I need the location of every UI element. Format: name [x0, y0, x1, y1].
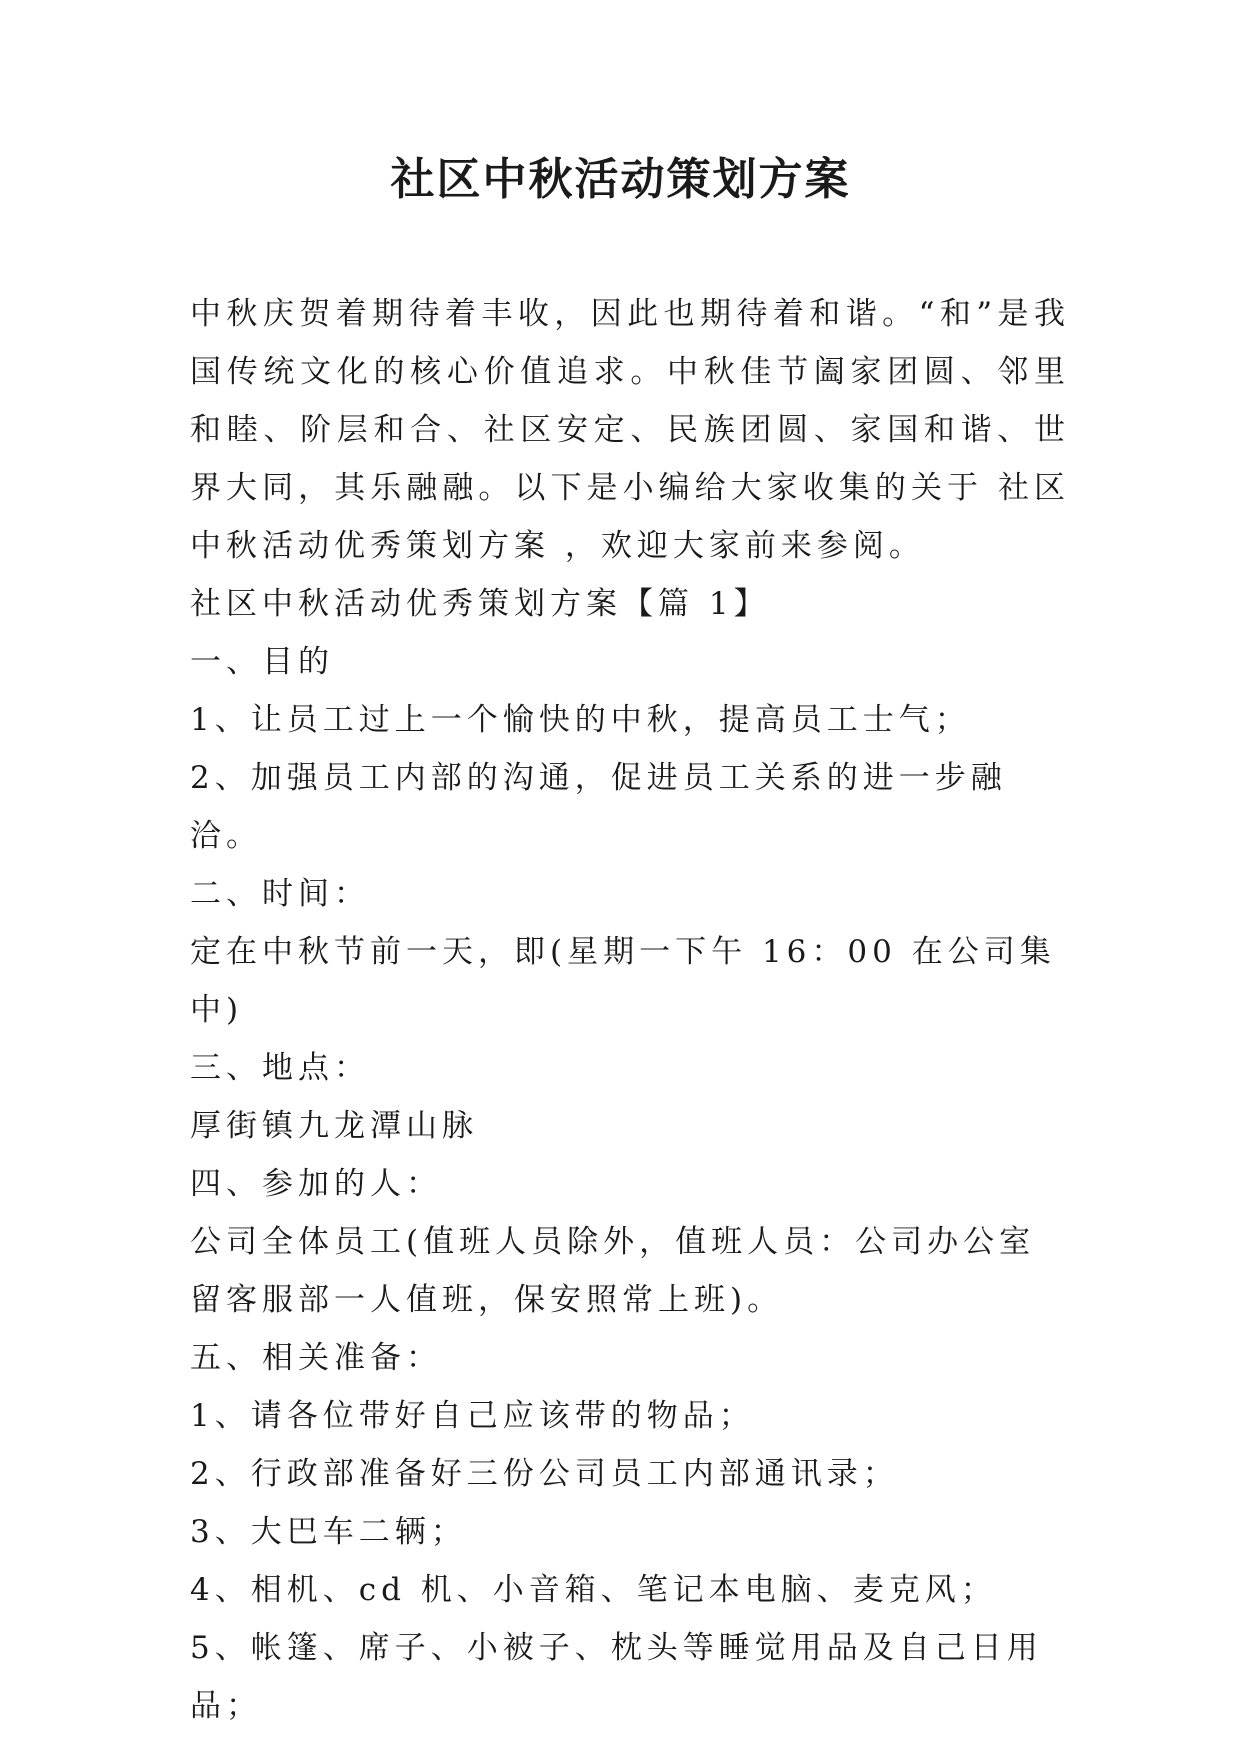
document-body [190, 285, 1070, 1735]
intro-paragraph: 中秋庆贺着期待着丰收，因此也期待着和谐。“和”是我国传统文化的核心价值追求。中秋佳节阖家团圆、邻里和睦、阶层和合、社区安定、民族团圆、家国和谐、世界大同，其乐融融。以下是小编给大家收集的关于 社区中秋活动优秀策划方案 ，欢迎大家前来参阅。 [190, 296, 1070, 564]
section-heading-article-1: 社区中秋活动优秀策划方案【篇 1】 [190, 586, 770, 622]
paragraph-location: 厚街镇九龙潭山脉 [190, 1108, 478, 1144]
section-heading-participants: 四、参加的人： [190, 1166, 442, 1202]
section-heading-time: 二、时间： [190, 876, 370, 912]
list-item: 3、大巴车二辆； [190, 1514, 467, 1550]
section-heading-location: 三、地点： [190, 1050, 370, 1086]
list-item: 4、相机、cd 机、小音箱、笔记本电脑、麦克风； [190, 1572, 997, 1608]
paragraph-participants: 公司全体员工(值班人员除外，值班人员：公司办公室留客服部一人值班，保安照常上班)。 [190, 1224, 1036, 1318]
list-item: 5、帐篷、席子、小被子、枕头等睡觉用品及自己日用品； [190, 1630, 1043, 1724]
list-item: 2、行政部准备好三份公司员工内部通讯录； [190, 1456, 899, 1492]
paragraph-time: 定在中秋节前一天，即(星期一下午 16：00 在公司集中) [190, 934, 1056, 1028]
list-item: 2、加强员工内部的沟通，促进员工关系的进一步融洽。 [190, 760, 1007, 854]
section-heading-preparation: 五、相关准备： [190, 1340, 442, 1376]
document-title: 社区中秋活动策划方案 [390, 154, 851, 205]
list-item: 1、请各位带好自己应该带的物品； [190, 1398, 755, 1434]
section-heading-purpose: 一、目的 [190, 644, 334, 680]
list-item: 1、让员工过上一个愉快的中秋，提高员工士气； [190, 702, 971, 738]
